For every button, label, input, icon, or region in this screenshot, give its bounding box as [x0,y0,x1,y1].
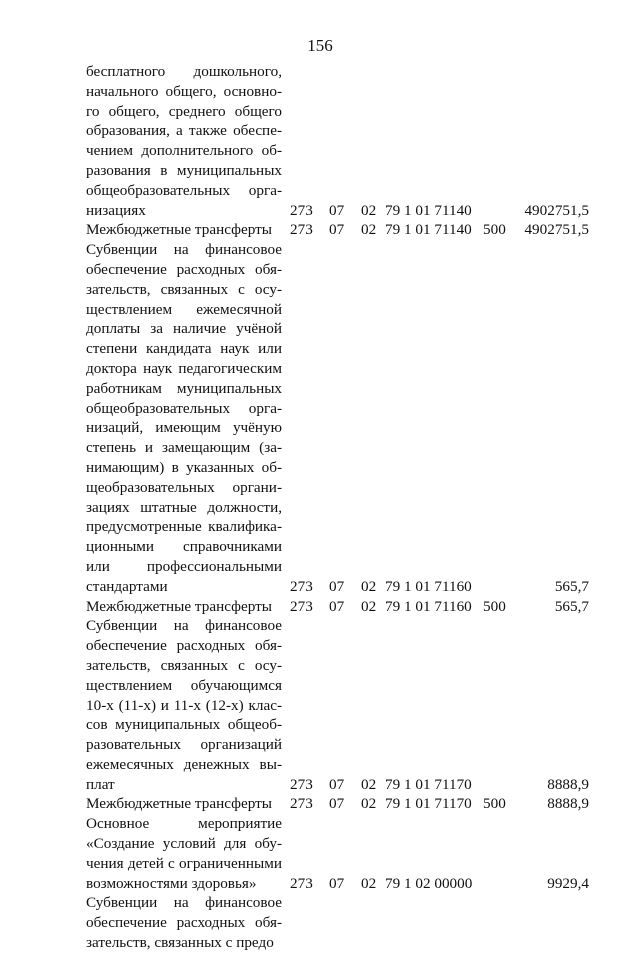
row-name: Межбюджетные трансферты [86,795,272,813]
row-codes [282,597,523,617]
csr-code: 79 1 01 71140 [385,221,472,239]
pr-code: 02 [361,221,377,239]
csr-code: 79 1 01 71170 [385,795,472,813]
budget-table [86,62,626,953]
rz-code: 07 [329,201,345,219]
row-amount: 8888,9 [547,775,589,793]
ved-code: 273 [290,221,313,239]
pr-code: 02 [361,795,377,813]
row-codes [282,794,523,814]
csr-code: 79 1 01 71170 [385,775,472,793]
row-name: Межбюджетные трансферты [86,221,272,239]
csr-code: 79 1 01 71160 [385,597,472,615]
csr-code: 79 1 02 00000 [385,874,473,892]
table-row [86,597,626,617]
ved-code: 273 [290,577,313,595]
row-amount: 8888,9 [547,795,589,813]
pr-code: 02 [361,577,377,595]
rz-code: 07 [329,577,345,595]
rz-code: 07 [329,795,345,813]
rz-code: 07 [329,874,345,892]
vr-code [483,201,523,221]
row-amount: 4902751,5 [524,221,589,239]
vr-code [483,577,523,597]
pr-code: 02 [361,775,377,793]
row-name: Межбюджетные трансферты [86,597,272,615]
ved-code: 273 [290,201,313,219]
table-row [86,62,626,220]
row-name: Субвенции на финансовое обеспечение расходных обязательств, связанных с предо [86,894,282,952]
pr-code: 02 [361,597,377,615]
table-row [86,893,626,952]
row-amount: 9929,4 [547,874,589,892]
page-number: 156 [307,36,333,55]
row-name: Субвенции на финансовое обеспечение расходных обязательств, связанных с осуществлением обучающимся 10-х (11-х) и 11-х (12-х) классов муниципальных общеобразовательных организаций ежемесячных денежных выплат [86,617,282,793]
row-amount: 4902751,5 [524,201,589,219]
rz-code: 07 [329,775,345,793]
row-name: Субвенции на финансовое обеспечение расходных обязательств, связанных с осуществлением ежемесячной доплаты за наличие учёной степени кандидата наук или доктора наук педагогическим работникам муниципальных общеобразовательных организаций, имеющим учёную степень и замещающим (занимающим) в указанных общеобразовательных организациях штатные должности, предусмотренные квалификационными справочниками или профессиональными стандартами [86,241,282,595]
row-codes [282,201,523,221]
table-row [86,616,626,794]
vr-code: 500 [483,597,506,615]
table-row [86,794,626,814]
csr-code: 79 1 01 71140 [385,201,472,219]
vr-code: 500 [483,795,506,813]
pr-code: 02 [361,201,377,219]
row-amount: 565,7 [554,577,589,595]
pr-code: 02 [361,874,377,892]
ved-code: 273 [290,795,313,813]
vr-code: 500 [483,221,506,239]
ved-code: 273 [290,775,313,793]
table-row [86,240,626,596]
rz-code: 07 [329,221,345,239]
rz-code: 07 [329,597,345,615]
row-name: Основное мероприятие «Создание условий для обучения детей с ограниченными возможностями здоровья» [86,815,282,892]
ved-code: 273 [290,597,313,615]
vr-code [483,874,523,894]
csr-code: 79 1 01 71160 [385,577,472,595]
row-name: бесплатного дошкольного, начального общего, основного общего, среднего общего образования, а также обеспечением дополнительного образования в муниципальных общеобразовательных организациях [86,63,282,219]
table-row [86,220,626,240]
row-codes [282,775,523,795]
row-codes [282,577,523,597]
ved-code: 273 [290,874,313,892]
row-amount: 565,7 [554,597,589,615]
row-codes [282,220,523,240]
vr-code [483,775,523,795]
table-row [86,814,626,893]
row-codes [282,874,523,894]
